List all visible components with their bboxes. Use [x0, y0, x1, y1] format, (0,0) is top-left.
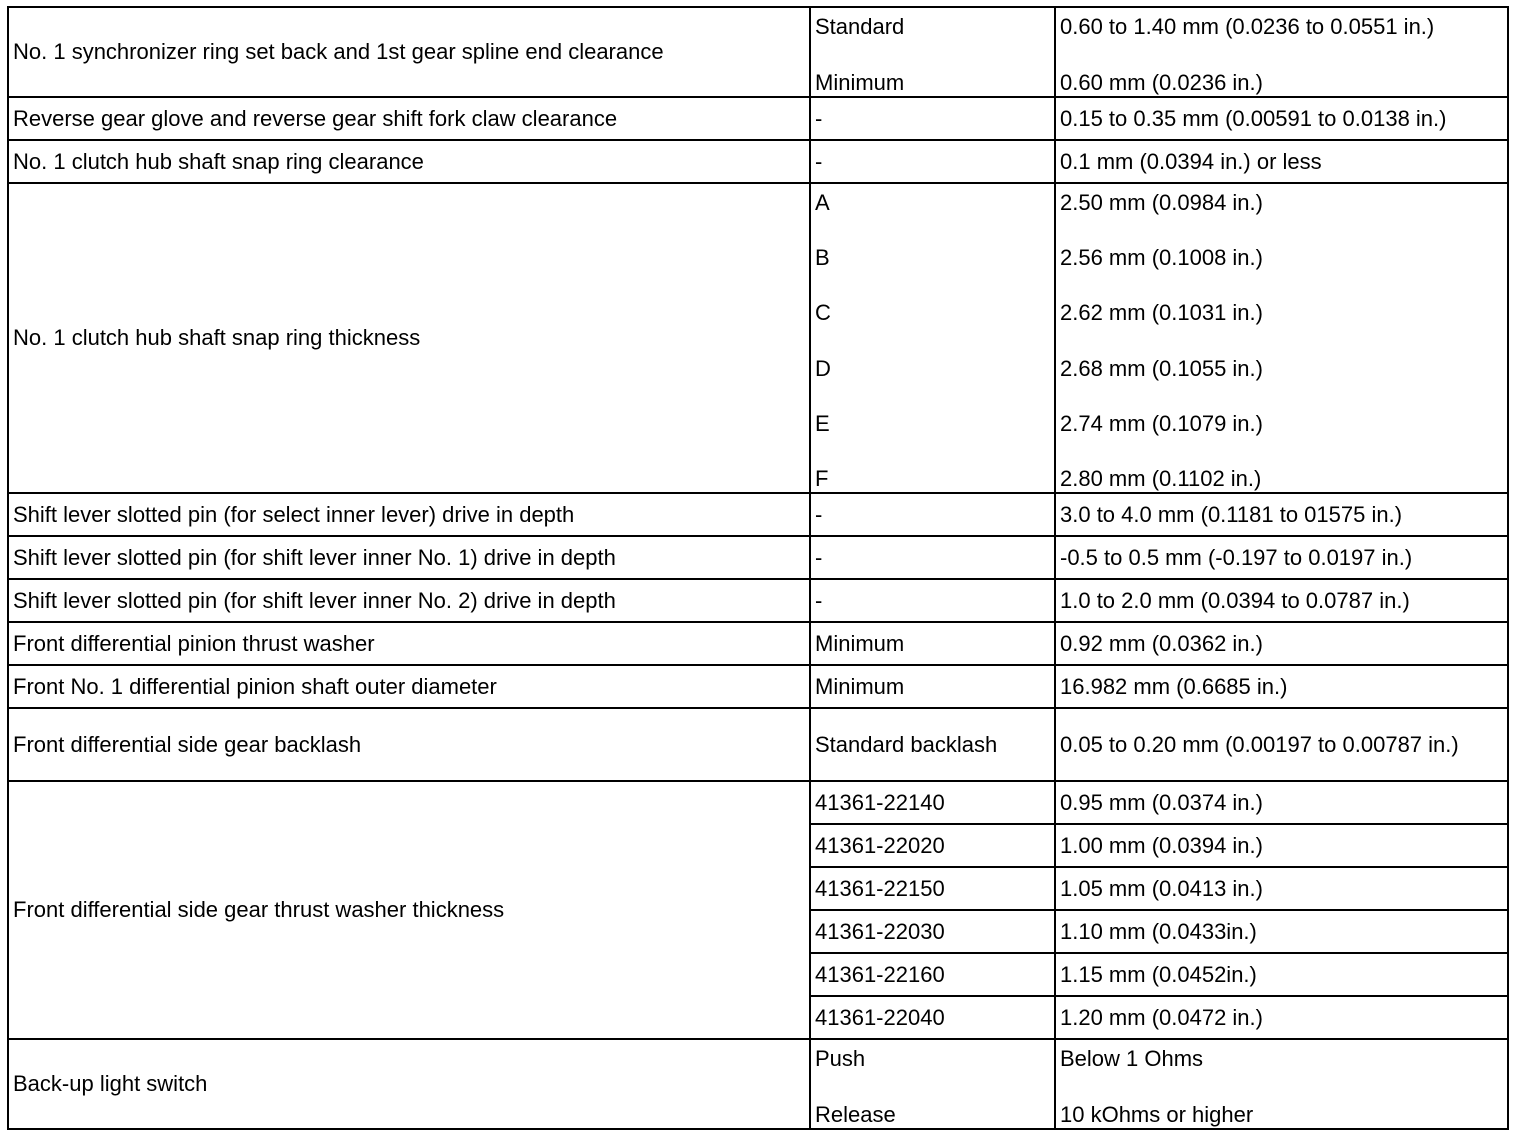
value-cell — [1055, 493, 1508, 536]
condition-label: Release — [815, 1102, 896, 1127]
value-cell — [1055, 781, 1508, 824]
value-label: 0.1 mm (0.0394 in.) or less — [1060, 148, 1322, 174]
value-label: 0.05 to 0.20 mm (0.00197 to 0.00787 in.) — [1060, 731, 1459, 757]
condition-label: 41361-22140 — [815, 789, 945, 815]
value-cell — [1055, 140, 1508, 183]
table-row — [8, 1039, 1508, 1129]
table-row — [8, 708, 1508, 781]
condition-label: - — [815, 544, 823, 570]
item-label: Front differential side gear backlash — [13, 731, 362, 757]
condition-cell — [810, 140, 1055, 183]
item-cell — [8, 140, 810, 183]
condition-cell — [810, 536, 1055, 579]
item-label: Front differential side gear thrust washer thickness — [13, 897, 505, 922]
condition-cell — [810, 665, 1055, 708]
value-label: 2.62 mm (0.1031 in.) — [1060, 300, 1263, 326]
value-cell — [1055, 183, 1508, 493]
item-label: Front differential pinion thrust washer — [13, 630, 375, 656]
value-cell — [1055, 536, 1508, 579]
value-label: 2.80 mm (0.1102 in.) — [1060, 465, 1262, 491]
condition-cell — [810, 996, 1055, 1039]
condition-label: 41361-22040 — [815, 1004, 945, 1030]
value-label: 0.92 mm (0.0362 in.) — [1060, 630, 1263, 656]
item-label: Reverse gear glove and reverse gear shift fork claw clearance — [13, 105, 618, 131]
value-cell — [1055, 579, 1508, 622]
condition-cell — [810, 953, 1055, 996]
value-label: 1.00 mm (0.0394 in.) — [1060, 832, 1263, 858]
condition-label: Minimum — [815, 70, 905, 95]
value-cell — [1055, 708, 1508, 781]
value-cell — [1055, 824, 1508, 867]
value-label: 0.15 to 0.35 mm (0.00591 to 0.0138 in.) — [1060, 105, 1447, 131]
table-row — [8, 97, 1508, 140]
table-row — [8, 493, 1508, 536]
value-cell — [1055, 7, 1508, 97]
condition-label: E — [815, 410, 830, 436]
table-row — [8, 183, 1508, 493]
value-label: Below 1 Ohms — [1060, 1046, 1204, 1071]
condition-cell — [810, 708, 1055, 781]
condition-label: Standard backlash — [815, 731, 998, 757]
item-cell — [8, 708, 810, 781]
value-label: 1.20 mm (0.0472 in.) — [1060, 1004, 1263, 1030]
condition-cell — [810, 781, 1055, 824]
item-cell — [8, 183, 810, 493]
value-label: 1.10 mm (0.0433in.) — [1060, 918, 1257, 944]
condition-label: 41361-22150 — [815, 875, 945, 901]
condition-label: B — [815, 245, 830, 271]
value-cell — [1055, 953, 1508, 996]
value-cell — [1055, 97, 1508, 140]
condition-label: - — [815, 501, 823, 527]
value-label: 2.56 mm (0.1008 in.) — [1060, 245, 1263, 271]
condition-label: A — [815, 190, 830, 215]
condition-cell — [810, 824, 1055, 867]
condition-label: 41361-22030 — [815, 918, 945, 944]
table-row — [8, 781, 1508, 824]
value-cell — [1055, 622, 1508, 665]
item-cell — [8, 1039, 810, 1129]
value-label: 10 kOhms or higher — [1060, 1102, 1254, 1127]
condition-cell — [810, 622, 1055, 665]
item-cell — [8, 536, 810, 579]
table-row — [8, 665, 1508, 708]
item-cell — [8, 97, 810, 140]
item-label: Back-up light switch — [13, 1071, 208, 1096]
item-cell — [8, 493, 810, 536]
value-label: 0.60 to 1.40 mm (0.0236 to 0.0551 in.) — [1060, 14, 1435, 39]
table-row — [8, 622, 1508, 665]
condition-cell — [810, 1039, 1055, 1129]
item-cell — [8, 622, 810, 665]
item-label: Shift lever slotted pin (for shift lever inner No. 2) drive in depth — [13, 587, 616, 613]
condition-label: Minimum — [815, 673, 905, 699]
value-label: 1.05 mm (0.0413 in.) — [1060, 875, 1263, 901]
value-cell — [1055, 867, 1508, 910]
condition-label: C — [815, 300, 831, 326]
value-cell — [1055, 910, 1508, 953]
condition-cell — [810, 493, 1055, 536]
item-label: Front No. 1 differential pinion shaft outer diameter — [13, 673, 497, 699]
value-cell — [1055, 665, 1508, 708]
value-label: 1.15 mm (0.0452in.) — [1060, 961, 1257, 987]
item-label: No. 1 clutch hub shaft snap ring clearance — [13, 148, 424, 174]
item-cell — [8, 781, 810, 1039]
table-row — [8, 7, 1508, 97]
condition-label: 41361-22020 — [815, 832, 945, 858]
value-cell — [1055, 1039, 1508, 1129]
condition-cell — [810, 7, 1055, 97]
condition-label: - — [815, 587, 823, 613]
condition-cell — [810, 579, 1055, 622]
specification-table — [7, 6, 1509, 1130]
value-label: 2.50 mm (0.0984 in.) — [1060, 190, 1263, 215]
condition-cell — [810, 867, 1055, 910]
condition-label: Push — [815, 1046, 866, 1071]
value-label: 2.68 mm (0.1055 in.) — [1060, 355, 1263, 381]
condition-cell — [810, 97, 1055, 140]
value-label: 0.60 mm (0.0236 in.) — [1060, 70, 1263, 95]
table-row — [8, 536, 1508, 579]
condition-cell — [810, 183, 1055, 493]
value-label: 2.74 mm (0.1079 in.) — [1060, 410, 1263, 436]
condition-label: Standard — [815, 14, 905, 39]
table-row — [8, 579, 1508, 622]
item-label: Shift lever slotted pin (for select inner lever) drive in depth — [13, 501, 575, 527]
value-label: 3.0 to 4.0 mm (0.1181 to 01575 in.) — [1060, 501, 1403, 527]
item-cell — [8, 665, 810, 708]
item-label: Shift lever slotted pin (for shift lever inner No. 1) drive in depth — [13, 544, 616, 570]
value-label: 1.0 to 2.0 mm (0.0394 to 0.0787 in.) — [1060, 587, 1410, 613]
value-label: 16.982 mm (0.6685 in.) — [1060, 673, 1288, 699]
condition-label: - — [815, 105, 823, 131]
item-label: No. 1 synchronizer ring set back and 1st gear spline end clearance — [13, 39, 664, 64]
condition-label: F — [815, 465, 829, 491]
condition-label: - — [815, 148, 823, 174]
item-cell — [8, 579, 810, 622]
condition-label: D — [815, 355, 831, 381]
value-cell — [1055, 996, 1508, 1039]
value-label: -0.5 to 0.5 mm (-0.197 to 0.0197 in.) — [1060, 544, 1413, 570]
table-row — [8, 140, 1508, 183]
item-cell — [8, 7, 810, 97]
condition-label: Minimum — [815, 630, 905, 656]
condition-label: 41361-22160 — [815, 961, 945, 987]
item-label: No. 1 clutch hub shaft snap ring thickness — [13, 325, 421, 350]
condition-cell — [810, 910, 1055, 953]
value-label: 0.95 mm (0.0374 in.) — [1060, 789, 1263, 815]
